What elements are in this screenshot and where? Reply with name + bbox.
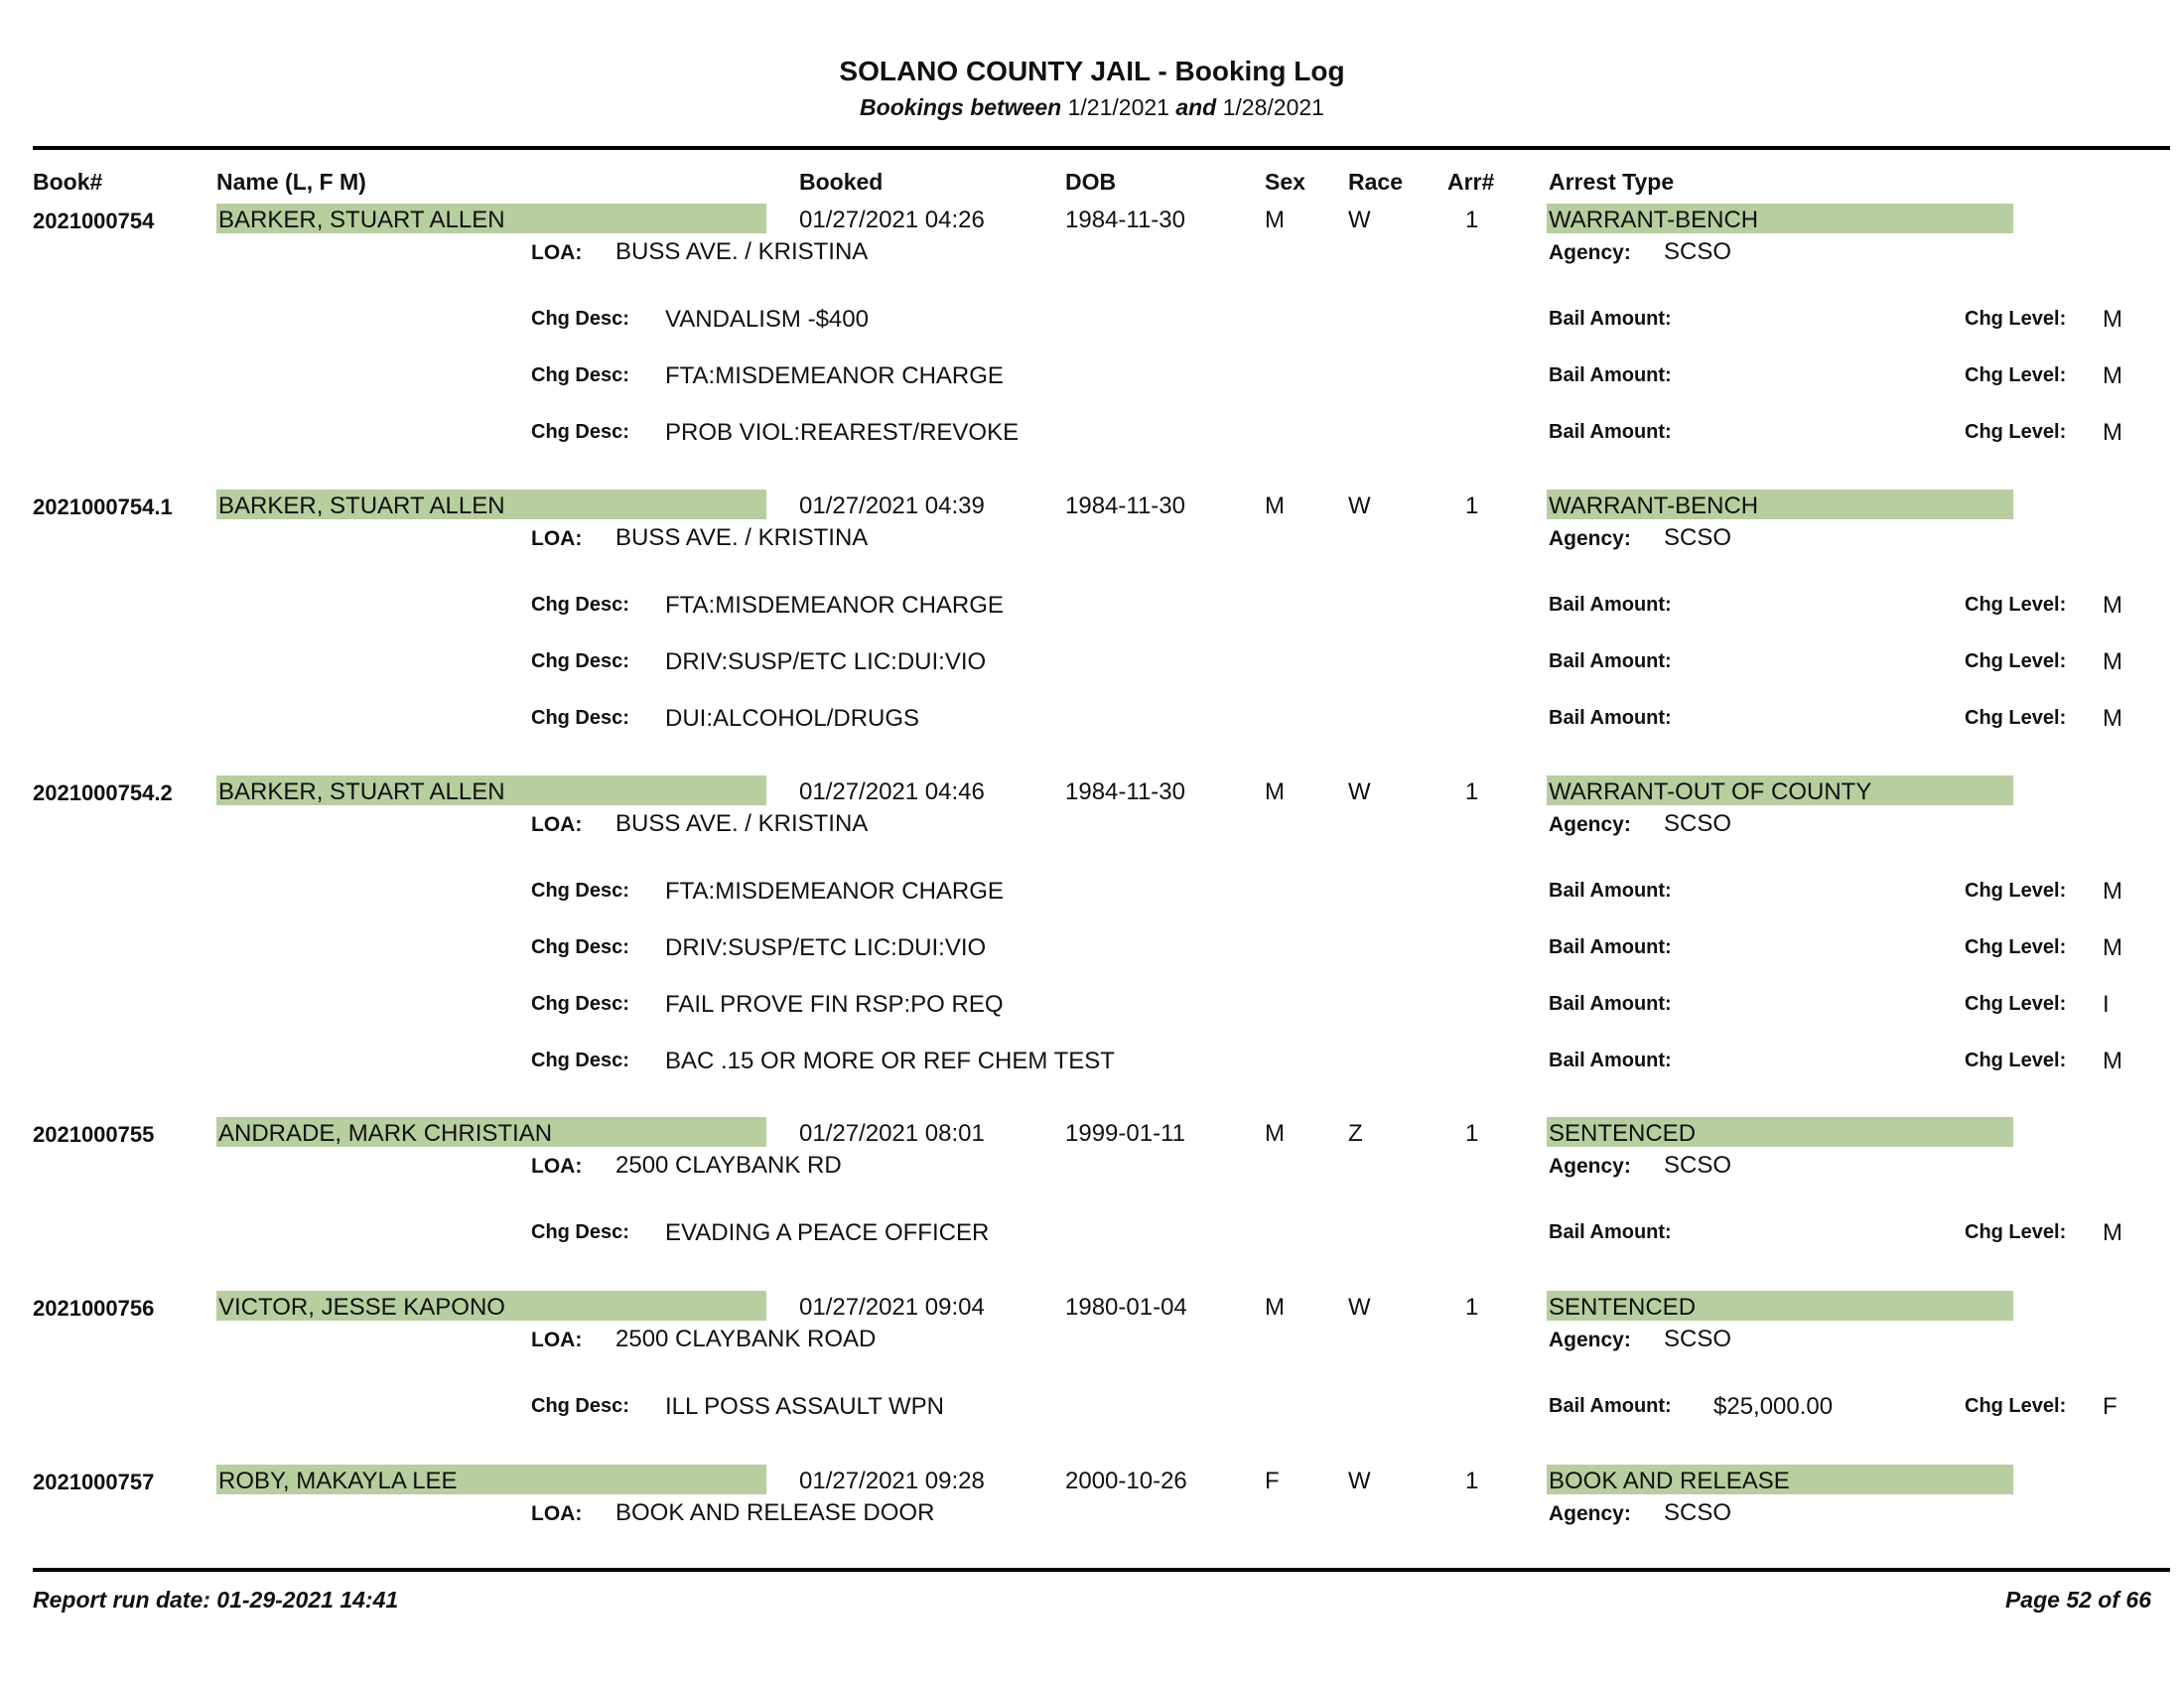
dob: 2000-10-26 [1065,1468,1187,1494]
loa-value: BUSS AVE. / KRISTINA [615,524,869,551]
arrest-number: 1 [1465,492,1479,519]
bail-amount-label: Bail Amount: [1549,308,1672,330]
report-title: SOLANO COUNTY JAIL - Booking Log [839,56,1345,86]
bail-amount-label: Bail Amount: [1549,594,1672,616]
bail-amount-label: Bail Amount: [1549,936,1672,958]
bail-amount-label: Bail Amount: [1549,650,1672,672]
charge-level: M [2103,934,2122,961]
col-arrest-type: Arrest Type [1549,169,1675,195]
charge-description: FTA:MISDEMEANOR CHARGE [665,592,1004,619]
race: W [1348,492,1371,519]
agency-label: Agency: [1549,1329,1631,1351]
chg-level-label: Chg Level: [1965,993,2067,1015]
loa-label: LOA: [531,1329,583,1351]
charge-description: FTA:MISDEMEANOR CHARGE [665,878,1004,905]
chg-desc-label: Chg Desc: [531,993,629,1015]
dob: 1984-11-30 [1065,207,1185,233]
charge-description: DRIV:SUSP/ETC LIC:DUI:VIO [665,648,987,675]
sex: M [1265,492,1285,519]
chg-desc-label: Chg Desc: [531,364,629,386]
dob: 1984-11-30 [1065,778,1185,805]
charge-description: FTA:MISDEMEANOR CHARGE [665,362,1004,389]
book-number: 2021000756 [33,1296,155,1321]
report-subtitle [0,94,2184,121]
date-from: 1/21/2021 [1067,94,1169,120]
header-divider [33,146,2170,150]
chg-level-label: Chg Level: [1965,1050,2067,1071]
chg-desc-label: Chg Desc: [531,936,629,958]
charge-description: EVADING A PEACE OFFICER [665,1219,990,1246]
bail-amount-label: Bail Amount: [1549,880,1672,902]
col-arr: Arr# [1447,169,1495,195]
charge-description: BAC .15 OR MORE OR REF CHEM TEST [665,1048,1115,1074]
bail-amount: $25,000.00 [1713,1393,1834,1420]
booked-datetime: 01/27/2021 09:04 [799,1294,985,1321]
inmate-name: BARKER, STUART ALLEN [216,204,766,233]
sex: M [1265,207,1285,233]
arrest-type: WARRANT-BENCH [1547,204,2013,233]
bail-amount-label: Bail Amount: [1549,707,1672,729]
book-number: 2021000754 [33,209,155,233]
charge-description: ILL POSS ASSAULT WPN [665,1393,944,1420]
charge-description: PROB VIOL:REAREST/REVOKE [665,419,1020,446]
loa-label: LOA: [531,813,583,836]
charge-level: M [2103,419,2122,446]
booked-datetime: 01/27/2021 09:28 [799,1468,985,1494]
chg-desc-label: Chg Desc: [531,707,629,729]
chg-level-label: Chg Level: [1965,421,2067,443]
arrest-type: WARRANT-OUT OF COUNTY [1547,775,2013,805]
col-booked: Booked [799,169,884,195]
book-number: 2021000757 [33,1470,155,1494]
dob: 1984-11-30 [1065,492,1185,519]
book-number: 2021000754.1 [33,494,173,519]
charge-level: M [2103,1219,2122,1246]
agency-value: SCSO [1664,810,1732,837]
chg-desc-label: Chg Desc: [531,650,629,672]
arrest-type: BOOK AND RELEASE [1547,1465,2013,1494]
agency-label: Agency: [1549,1502,1631,1525]
race: Z [1348,1120,1363,1147]
charge-level: M [2103,592,2122,619]
arrest-number: 1 [1465,1120,1479,1147]
subtitle-prefix: Bookings between [860,94,1062,120]
footer-divider [33,1568,2170,1572]
chg-level-label: Chg Level: [1965,308,2067,330]
agency-value: SCSO [1664,1152,1732,1179]
col-dob: DOB [1065,169,1117,195]
sex: M [1265,1294,1285,1321]
charge-description: DUI:ALCOHOL/DRUGS [665,705,920,732]
arrest-type: SENTENCED [1547,1291,2013,1321]
chg-level-label: Chg Level: [1965,594,2067,616]
inmate-name: ANDRADE, MARK CHRISTIAN [216,1117,766,1147]
chg-level-label: Chg Level: [1965,650,2067,672]
inmate-name: ROBY, MAKAYLA LEE [216,1465,766,1494]
report-run-date: Report run date: 01-29-2021 14:41 [33,1587,399,1613]
chg-desc-label: Chg Desc: [531,594,629,616]
bail-amount-label: Bail Amount: [1549,1050,1672,1071]
chg-desc-label: Chg Desc: [531,308,629,330]
chg-level-label: Chg Level: [1965,707,2067,729]
booked-datetime: 01/27/2021 04:39 [799,492,985,519]
charge-level: M [2103,1048,2122,1074]
charge-description: FAIL PROVE FIN RSP:PO REQ [665,991,1004,1018]
dob: 1999-01-11 [1065,1120,1185,1147]
agency-value: SCSO [1664,1499,1732,1526]
arrest-type: SENTENCED [1547,1117,2013,1147]
loa-value: 2500 CLAYBANK RD [615,1152,842,1179]
bail-amount-label: Bail Amount: [1549,993,1672,1015]
col-book: Book# [33,169,103,195]
booked-datetime: 01/27/2021 08:01 [799,1120,985,1147]
charge-description: DRIV:SUSP/ETC LIC:DUI:VIO [665,934,987,961]
race: W [1348,207,1371,233]
race: W [1348,1294,1371,1321]
col-race: Race [1348,169,1403,195]
col-sex: Sex [1265,169,1305,195]
charge-description: VANDALISM -$400 [665,306,869,333]
dob: 1980-01-04 [1065,1294,1187,1321]
loa-value: BUSS AVE. / KRISTINA [615,238,869,265]
loa-value: BUSS AVE. / KRISTINA [615,810,869,837]
sex: M [1265,1120,1285,1147]
chg-desc-label: Chg Desc: [531,1395,629,1417]
book-number: 2021000755 [33,1122,155,1147]
charge-level: M [2103,878,2122,905]
arrest-type: WARRANT-BENCH [1547,490,2013,519]
chg-desc-label: Chg Desc: [531,1221,629,1243]
bail-amount-label: Bail Amount: [1549,421,1672,443]
book-number: 2021000754.2 [33,780,173,805]
arrest-number: 1 [1465,207,1479,233]
arrest-number: 1 [1465,778,1479,805]
inmate-name: VICTOR, JESSE KAPONO [216,1291,766,1321]
loa-label: LOA: [531,1155,583,1178]
loa-value: BOOK AND RELEASE DOOR [615,1499,935,1526]
loa-label: LOA: [531,1502,583,1525]
arrest-number: 1 [1465,1294,1479,1321]
booked-datetime: 01/27/2021 04:26 [799,207,985,233]
agency-label: Agency: [1549,1155,1631,1178]
chg-level-label: Chg Level: [1965,1221,2067,1243]
inmate-name: BARKER, STUART ALLEN [216,490,766,519]
race: W [1348,1468,1371,1494]
charge-level: M [2103,362,2122,389]
agency-value: SCSO [1664,238,1732,265]
charge-level: M [2103,705,2122,732]
inmate-name: BARKER, STUART ALLEN [216,775,766,805]
loa-value: 2500 CLAYBANK ROAD [615,1326,877,1352]
bail-amount-label: Bail Amount: [1549,1395,1672,1417]
agency-value: SCSO [1664,524,1732,551]
agency-label: Agency: [1549,241,1631,264]
date-to: 1/28/2021 [1222,94,1324,120]
chg-level-label: Chg Level: [1965,936,2067,958]
agency-value: SCSO [1664,1326,1732,1352]
booked-datetime: 01/27/2021 04:46 [799,778,985,805]
sex: M [1265,778,1285,805]
agency-label: Agency: [1549,527,1631,550]
agency-label: Agency: [1549,813,1631,836]
col-name: Name (L, F M) [216,169,366,195]
charge-level: M [2103,306,2122,333]
loa-label: LOA: [531,527,583,550]
arrest-number: 1 [1465,1468,1479,1494]
chg-desc-label: Chg Desc: [531,421,629,443]
loa-label: LOA: [531,241,583,264]
chg-level-label: Chg Level: [1965,364,2067,386]
charge-level: M [2103,648,2122,675]
chg-level-label: Chg Level: [1965,1395,2067,1417]
chg-level-label: Chg Level: [1965,880,2067,902]
sex: F [1265,1468,1280,1494]
bail-amount-label: Bail Amount: [1549,364,1672,386]
race: W [1348,778,1371,805]
bail-amount-label: Bail Amount: [1549,1221,1672,1243]
charge-level: I [2103,991,2110,1018]
chg-desc-label: Chg Desc: [531,1050,629,1071]
page-number: Page 52 of 66 [2004,1587,2151,1613]
charge-level: F [2103,1393,2117,1420]
chg-desc-label: Chg Desc: [531,880,629,902]
subtitle-and: and [1175,94,1217,120]
